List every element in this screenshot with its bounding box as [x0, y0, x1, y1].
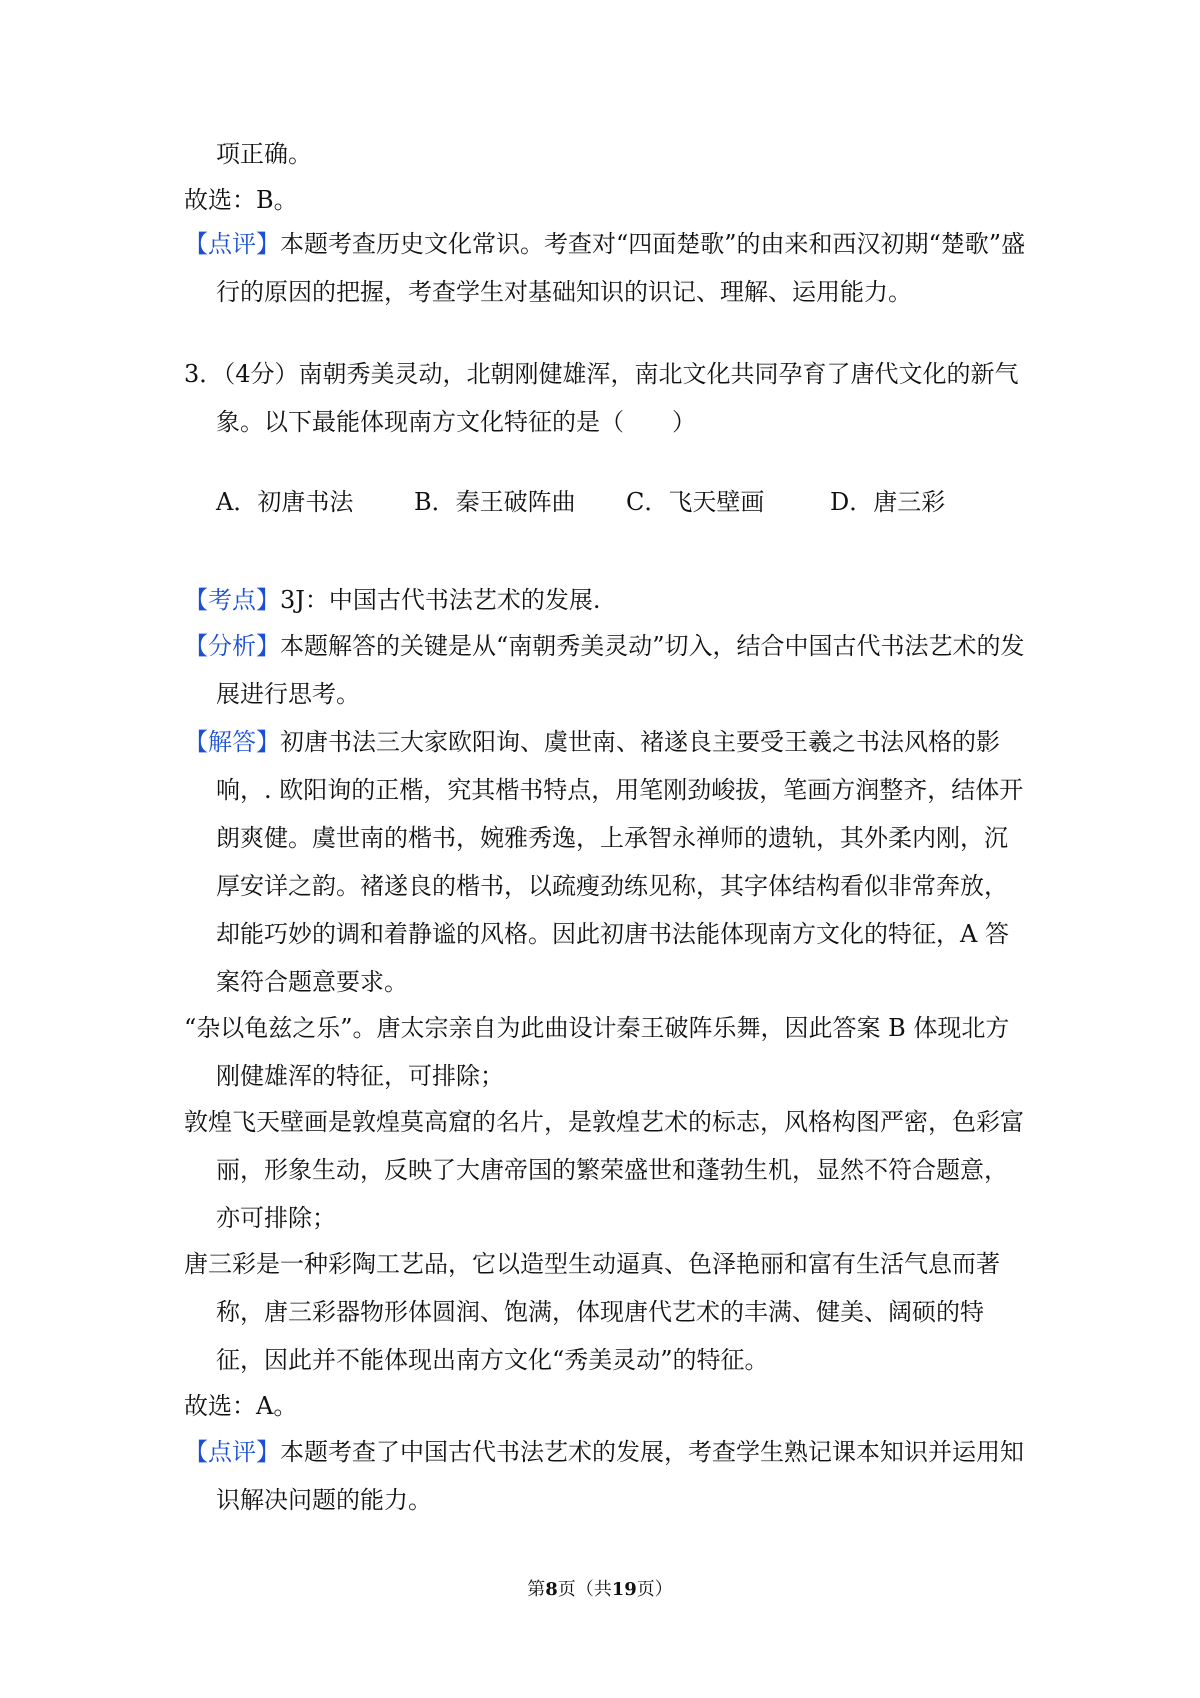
- choice-b: B．秦王破阵曲: [414, 488, 576, 516]
- jieda-text: 初唐书法三大家欧阳询、虞世南、褚遂良主要受王羲之书法风格的影响，. 欧阳询的正楷，究其楷书特点，用笔刚劲峻拔，笔画方润整齐，结体开朗爽健。虞世南的楷书，婉雅秀逸，上承智永禅师的遗轨，其外柔内刚，沉厚安详之韵。褚遂良的楷书，以疏瘦劲练见称，其字体结构看似非常奔放，却能巧妙的调和着静谧的风格。因此初唐书法能体现南方文化的特征，A 答案符合题意要求。: [216, 728, 1024, 996]
- q3-fenxi: [184, 622, 1026, 718]
- q2-review: [184, 220, 1026, 316]
- footer-middle: 页（共: [557, 1579, 612, 1600]
- q3-jieda: [184, 718, 1026, 1006]
- q3-answer: 故选：A。: [184, 1392, 298, 1420]
- q3-review: [184, 1428, 1026, 1524]
- footer-prefix: 第: [527, 1579, 546, 1600]
- q3-kaodian: [184, 576, 1026, 624]
- kaodian-tag: 【考点】: [184, 586, 280, 614]
- q2-answer: 故选：B。: [184, 186, 298, 214]
- choice-c: C．飞天壁画: [626, 488, 765, 516]
- fenxi-tag: 【分析】: [184, 632, 280, 660]
- q3-para-c: 敦煌飞天壁画是敦煌莫高窟的名片，是敦煌艺术的标志，风格构图严密，色彩富丽，形象生动，反映了大唐帝国的繁荣盛世和蓬勃生机，显然不符合题意，亦可排除；: [184, 1108, 1024, 1232]
- choice-d: D．唐三彩: [830, 488, 946, 516]
- page-footer: [0, 1578, 1200, 1602]
- q2-review-text: 本题考查历史文化常识。考查对“四面楚歌”的由来和西汉初期“楚歌”盛行的原因的把握，考查学生对基础知识的识记、理解、运用能力。: [216, 230, 1026, 306]
- q2-review-tag: 【点评】: [184, 230, 280, 258]
- jieda-tag: 【解答】: [184, 728, 280, 756]
- q3-question: 3．（4分）南朝秀美灵动，北朝刚健雄浑，南北文化共同孕育了唐代文化的新气象。以下最能体现南方文化特征的是（ ）: [184, 360, 1019, 436]
- kaodian-text: 3J：中国古代书法艺术的发展.: [280, 586, 601, 614]
- footer-page-number: 8: [545, 1579, 558, 1600]
- footer-total-pages: 19: [611, 1579, 637, 1600]
- q3-para-d: 唐三彩是一种彩陶工艺品，它以造型生动逼真、色泽艳丽和富有生活气息而著称，唐三彩器物形体圆润、饱满，体现唐代艺术的丰满、健美、阔硕的特征，因此并不能体现出南方文化“秀美灵动”的特征。: [184, 1250, 1000, 1374]
- q3-choices: [216, 478, 1016, 526]
- q3-para-b: “杂以龟兹之乐”。唐太宗亲自为此曲设计秦王破阵乐舞，因此答案 B 体现北方刚健雄浑的特征，可排除；: [184, 1014, 1010, 1090]
- fenxi-text: 本题解答的关键是从“南朝秀美灵动”切入，结合中国古代书法艺术的发展进行思考。: [216, 632, 1025, 708]
- footer-suffix: 页）: [636, 1579, 673, 1600]
- q3-review-tag: 【点评】: [184, 1438, 280, 1466]
- q3-review-text: 本题考查了中国古代书法艺术的发展，考查学生熟记课本知识并运用知识解决问题的能力。: [216, 1438, 1024, 1514]
- choice-a: A．初唐书法: [216, 488, 354, 516]
- q2-tail-line: 项正确。: [216, 140, 312, 168]
